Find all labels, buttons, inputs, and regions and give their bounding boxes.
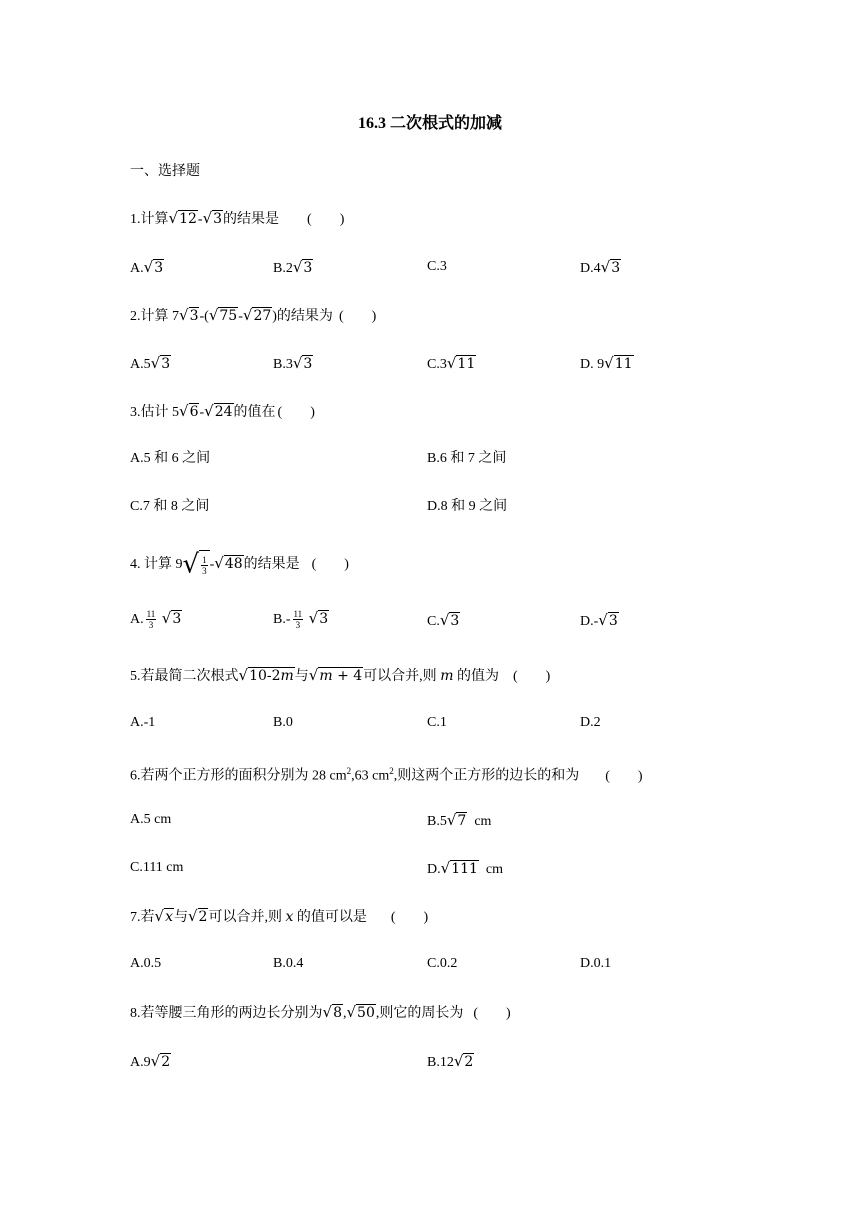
- q2-option-d: D. 9√11: [580, 354, 633, 372]
- q4-option-d: D.-√3: [580, 611, 618, 629]
- q4-option-c: C.√3: [427, 611, 460, 629]
- question-3: 3.估计 5√6-√24的值在 ( ): [130, 402, 315, 420]
- question-7: 7.若√x与√2可以合并,则 x 的值可以是 ( ): [130, 907, 429, 925]
- q2-option-b: B.3√3: [273, 354, 313, 372]
- q1-option-d: D.4√3: [580, 258, 621, 276]
- q1-option-b: B.2√3: [273, 258, 313, 276]
- q1-option-c: C.3: [427, 259, 447, 274]
- q8-option-b: B.12√2: [427, 1052, 474, 1070]
- q2-option-a: A.5√3: [130, 354, 171, 372]
- q3-option-a: A.5 和 6 之间: [130, 451, 211, 466]
- q7-option-c: C.0.2: [427, 956, 458, 971]
- q4-option-b: B.- $\frac{11}{3}$ √3: [273, 609, 329, 631]
- page-title: 16.3 二次根式的加减: [357, 115, 502, 132]
- question-4: 4. 计算 9√ $\frac{1}{3}$ -√48的结果是 ( ): [130, 549, 349, 580]
- q6-option-d: D.√111 cm: [427, 859, 504, 877]
- q3-option-d: D.8 和 9 之间: [427, 499, 508, 514]
- q6-option-a: A.5 cm: [130, 812, 172, 827]
- q6-option-b: B.5√7 cm: [427, 811, 492, 829]
- fraction: $\frac{1}{3}$: [202, 554, 207, 576]
- q3-option-b: B.6 和 7 之间: [427, 451, 507, 466]
- q4-option-a: A. $\frac{11}{3}$ √3: [130, 609, 182, 631]
- q5-option-c: C.1: [427, 715, 447, 730]
- q7-option-d: D.0.1: [580, 956, 612, 971]
- q3-option-c: C.7 和 8 之间: [130, 499, 210, 514]
- q8-option-a: A.9√2: [130, 1052, 171, 1070]
- question-8: 8.若等腰三角形的两边长分别为√8,√50,则它的周长为 ( ): [130, 1003, 511, 1021]
- q7-option-b: B.0.4: [273, 956, 304, 971]
- q5-option-a: A.-1: [130, 715, 156, 730]
- q7-option-a: A.0.5: [130, 956, 162, 971]
- question-5: 5.若最简二次根式√10-2m与√m + 4可以合并,则 m 的值为 ( ): [130, 666, 551, 684]
- q5-option-b: B.0: [273, 715, 293, 730]
- q5-option-d: D.2: [580, 715, 601, 730]
- question-6: 6.若两个正方形的面积分别为 28 $cm^2,63$ $cm^2$,则这两个正方形的边长的和为 ( ): [130, 766, 643, 784]
- q6-option-c: C.111 cm: [130, 860, 184, 875]
- sqrt-fraction-expression: √ $\frac{1}{3}$: [183, 550, 210, 579]
- q2-option-c: C.3√11: [427, 354, 476, 372]
- question-2: 2.计算 7√3-(√75-√27)的结果为 ( ): [130, 306, 377, 324]
- section-heading: 一、选择题: [130, 164, 200, 179]
- q1-option-a: A.√3: [130, 258, 164, 276]
- question-1: 1.计算√12-√3的结果是 ( ): [130, 208, 344, 230]
- sqrt-expression: √3: [202, 209, 223, 227]
- sqrt-expression: √12: [168, 209, 197, 227]
